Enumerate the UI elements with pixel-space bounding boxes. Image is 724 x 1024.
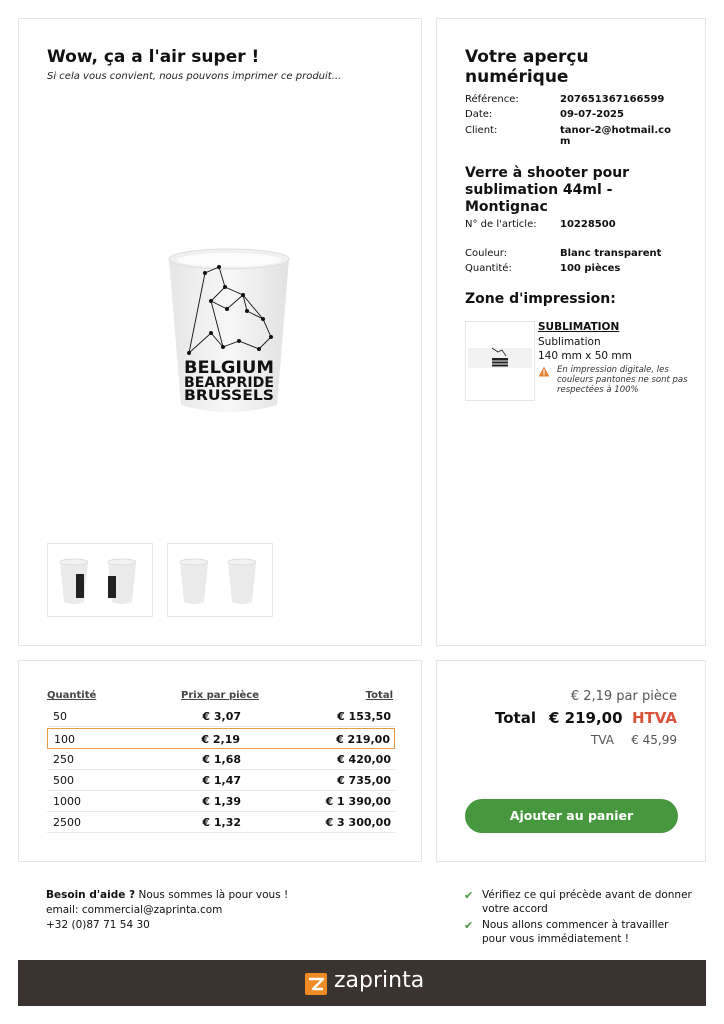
thumbnail-printed[interactable] [47,543,153,617]
row-total: € 1 390,00 [325,795,391,808]
zone-title: Zone d'impression: [465,291,616,307]
date-label: Date: [465,109,493,120]
help-email[interactable]: email: commercial@zaprinta.com [46,904,223,916]
reference-label: Référence: [465,94,519,105]
row-unit-price: € 1,68 [202,753,241,766]
color-label: Couleur: [465,248,508,259]
row-quantity: 500 [53,774,74,787]
footer [18,960,706,1006]
tva-value: € 45,99 [631,733,677,747]
tva-label: TVA [591,733,614,747]
color-value: Blanc transparent [560,248,662,259]
reference-value: 207651367166599 [560,94,665,105]
help-phone[interactable]: +32 (0)87 71 54 30 [46,919,150,931]
row-unit-price: € 1,47 [202,774,241,787]
table-row-selected[interactable] [47,728,395,749]
warning-icon [538,366,550,377]
quantity-value: 100 pièces [560,263,621,274]
print-line-3: BRUSSELS [184,388,274,404]
article-label: N° de l'article: [465,219,537,230]
row-unit-price: € 1,32 [202,816,241,829]
price-table-card [18,660,422,862]
quantity-label: Quantité: [465,263,512,274]
htva-label: HTVA [632,709,677,727]
print-line-1: BELGIUM [184,358,274,378]
check-icon: ✔ [464,889,474,902]
row-unit-price: € 2,19 [201,733,240,746]
print-line-2: BEARPRIDE [184,375,274,391]
table-row[interactable] [47,749,395,770]
row-unit-price: € 3,07 [202,710,241,723]
table-row[interactable] [47,770,395,791]
header-unit-price: Prix par pièce [181,690,260,701]
row-quantity: 2500 [53,816,81,829]
total-label: Total [495,709,536,727]
help-section [46,888,288,933]
preview-card [18,18,422,646]
row-total: € 3 300,00 [325,816,391,829]
price-per-piece: € 2,19 par pièce [570,689,677,704]
client-label: Client: [465,125,498,136]
thumbnail-blank-image [168,544,272,616]
info-title: Votre aperçu numérique [465,47,589,87]
row-unit-price: € 1,39 [202,795,241,808]
check-text: Nous allons commencer à travailler pour vous immédiatement ! [482,919,669,945]
product-preview-image [167,237,291,417]
header-total: Total [365,690,393,701]
help-title: Besoin d'aide ? [46,889,136,901]
thumbnail-printed-image [48,544,152,616]
date-value: 09-07-2025 [560,109,624,120]
zone-preview-thumbnail [465,321,535,401]
row-total: € 420,00 [337,753,391,766]
product-title: Verre à shooter pour sublimation 44ml - Montignac [465,165,630,215]
row-quantity: 50 [53,710,67,723]
help-text: Nous sommes là pour vous ! [138,889,289,901]
table-row[interactable] [47,791,395,812]
total-card [436,660,706,862]
zone-preview-image [466,322,534,400]
row-quantity: 1000 [53,795,81,808]
zone-method: Sublimation [538,336,601,348]
check-icon: ✔ [464,919,474,932]
preview-title: Wow, ça a l'air super ! [47,47,260,67]
row-quantity: 250 [53,753,74,766]
add-to-cart-button[interactable]: Ajouter au panier [465,799,678,833]
zone-warning: En impression digitale, les couleurs pantones ne sont pas respectées à 100% [557,365,688,395]
info-card [436,18,706,646]
client-value: tanor-2@hotmail.com [560,125,671,147]
article-value: 10228500 [560,219,616,230]
table-row[interactable] [47,706,395,727]
header-quantity: Quantité [47,690,97,701]
row-total: € 219,00 [336,733,390,746]
zone-name[interactable]: SUBLIMATION [538,321,620,333]
check-text: Vérifiez ce qui précède avant de donner votre accord [482,889,692,915]
preview-subtitle: Si cela vous convient, nous pouvons imprimer ce produit... [47,71,342,82]
table-row[interactable] [47,812,395,833]
row-quantity: 100 [54,733,75,746]
total-value: € 219,00 [549,709,623,727]
brand-name: zaprinta [334,968,425,993]
row-total: € 153,50 [337,710,391,723]
zaprinta-logo-icon [305,973,327,995]
row-total: € 735,00 [337,774,391,787]
zone-size: 140 mm x 50 mm [538,350,632,362]
thumbnail-blank[interactable] [167,543,273,617]
